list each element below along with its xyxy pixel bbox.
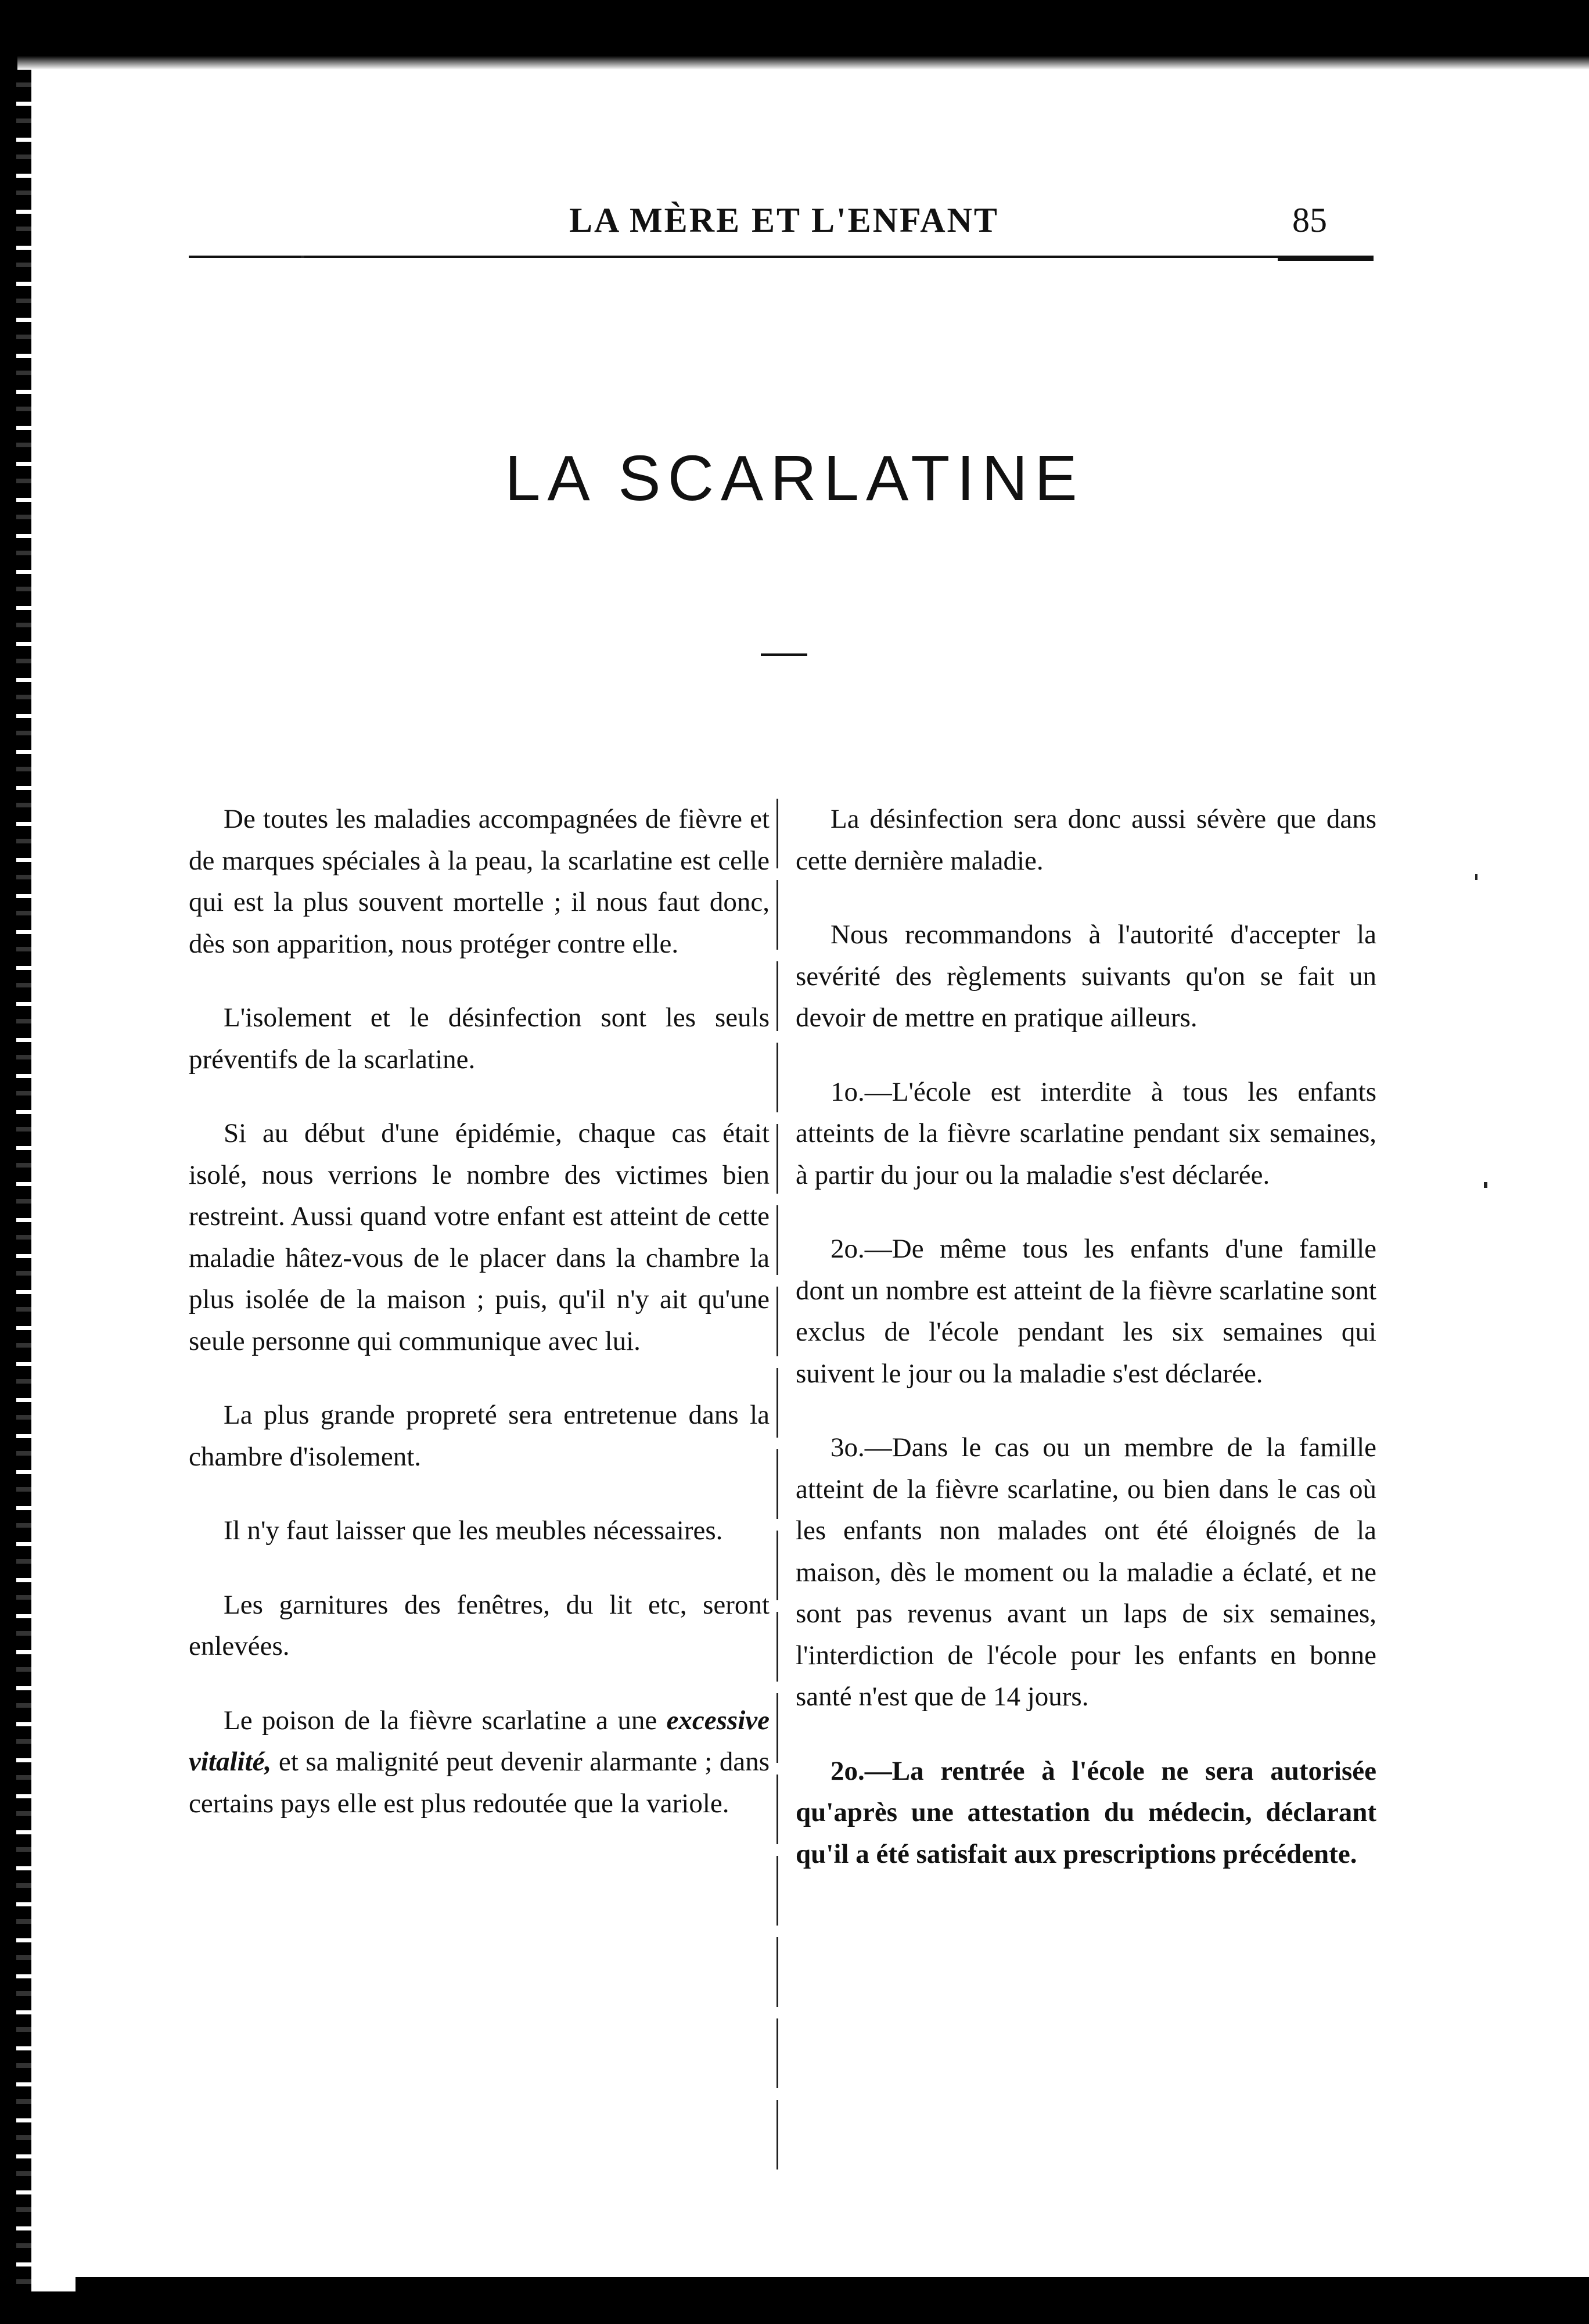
- scan-border-bottom-ragged: [76, 2277, 1589, 2294]
- paragraph: La plus grande propreté sera entretenue dans la chambre d'isolement.: [189, 1400, 770, 1472]
- rule-3-paragraph: 3o.—Dans le cas ou un membre de la famille atteint de la fièvre scarlatine, ou bien dans le cas où les enfants non malades ont été éloignés de la maison, dès le moment ou la maladie a éclaté, et ne sont pas revenus avant un laps de six semaines, l'interdiction de l'école pour les enfants en bonne santé n'est que de 14 jours.: [796, 1432, 1376, 1712]
- paragraph: Nous recommandons à l'autorité d'accepter la sevérité des règlements suivants qu'on se fait un devoir de mettre en pratique ailleurs.: [796, 919, 1376, 1033]
- left-column: [189, 799, 770, 1857]
- paragraph: La désinfection sera donc aussi sévère que dans cette dernière maladie.: [796, 804, 1376, 876]
- scan-speck: [1475, 874, 1477, 880]
- right-column: [796, 799, 1376, 1908]
- scan-speck: [1484, 1182, 1487, 1188]
- rule-readmission-paragraph: [796, 1751, 1376, 1876]
- running-title: LA MÈRE ET L'ENFANT: [569, 201, 999, 239]
- paragraph: Il n'y faut laisser que les meubles nécessaires.: [224, 1515, 723, 1546]
- running-header: [0, 200, 1589, 247]
- paragraph: De toutes les maladies accompagnées de fièvre et de marques spéciales à la peau, la scarlatine est celle qui est la plus souvent mortelle ; il nous faut donc, dès son apparition, nous protéger contre elle.: [189, 804, 770, 959]
- page-number: 85: [1292, 201, 1327, 239]
- paragraph: [189, 1700, 770, 1825]
- scan-border-top-edge: [0, 35, 1589, 70]
- scan-border-left: [0, 0, 17, 2324]
- paragraph: Si au début d'une épidémie, chaque cas était isolé, nous verrions le nombre des victimes bien restreint. Aussi quand votre enfant est atteint de cette maladie hâtez-vous de le placer dans la chambre la plus isolée de la maison ; puis, qu'il n'y ait qu'une seule personne qui communique avec lui.: [189, 1118, 770, 1356]
- chapter-title: LA SCARLATINE: [505, 443, 1084, 514]
- emphasized-text: excessive vitalité,: [189, 1705, 770, 1777]
- paragraph: Les garnitures des fenêtres, du lit etc, seront enlevées.: [189, 1589, 770, 1661]
- rule-2-paragraph: 2o.—De même tous les enfants d'une famille dont un nombre est atteint de la fièvre scarlatine sont exclus de l'école pendant les six semaines qui suivent le jour ou la maladie s'est déclarée.: [796, 1234, 1376, 1389]
- rule-1-paragraph: 1o.—L'école est interdite à tous les enfants atteints de la fièvre scarlatine pendant six semaines, à partir du jour ou la maladie s'est déclarée.: [796, 1076, 1376, 1190]
- column-divider: [776, 799, 778, 2175]
- scan-border-left-ragged: [16, 70, 31, 2323]
- scan-speck: [301, 256, 304, 258]
- paragraph-text: Le poison de la fièvre scarlatine a une: [224, 1705, 667, 1736]
- header-rule-accent: [1278, 256, 1374, 261]
- scan-border-bottom: [0, 2291, 1589, 2324]
- paragraph: L'isolement et le désinfection sont les seuls préventifs de la scarlatine.: [189, 1003, 770, 1075]
- title-rule: [761, 653, 807, 656]
- header-rule: [189, 256, 1374, 258]
- bold-text: 2o.—La rentrée à l'école ne sera autorisée qu'après une attestation du médecin, déclarant qu'il a été satisfait aux prescriptions précédente.: [796, 1755, 1376, 1869]
- paragraph-text: et sa malignité peut devenir alarmante ; dans certains pays elle est plus redoutée que la variole.: [189, 1747, 770, 1819]
